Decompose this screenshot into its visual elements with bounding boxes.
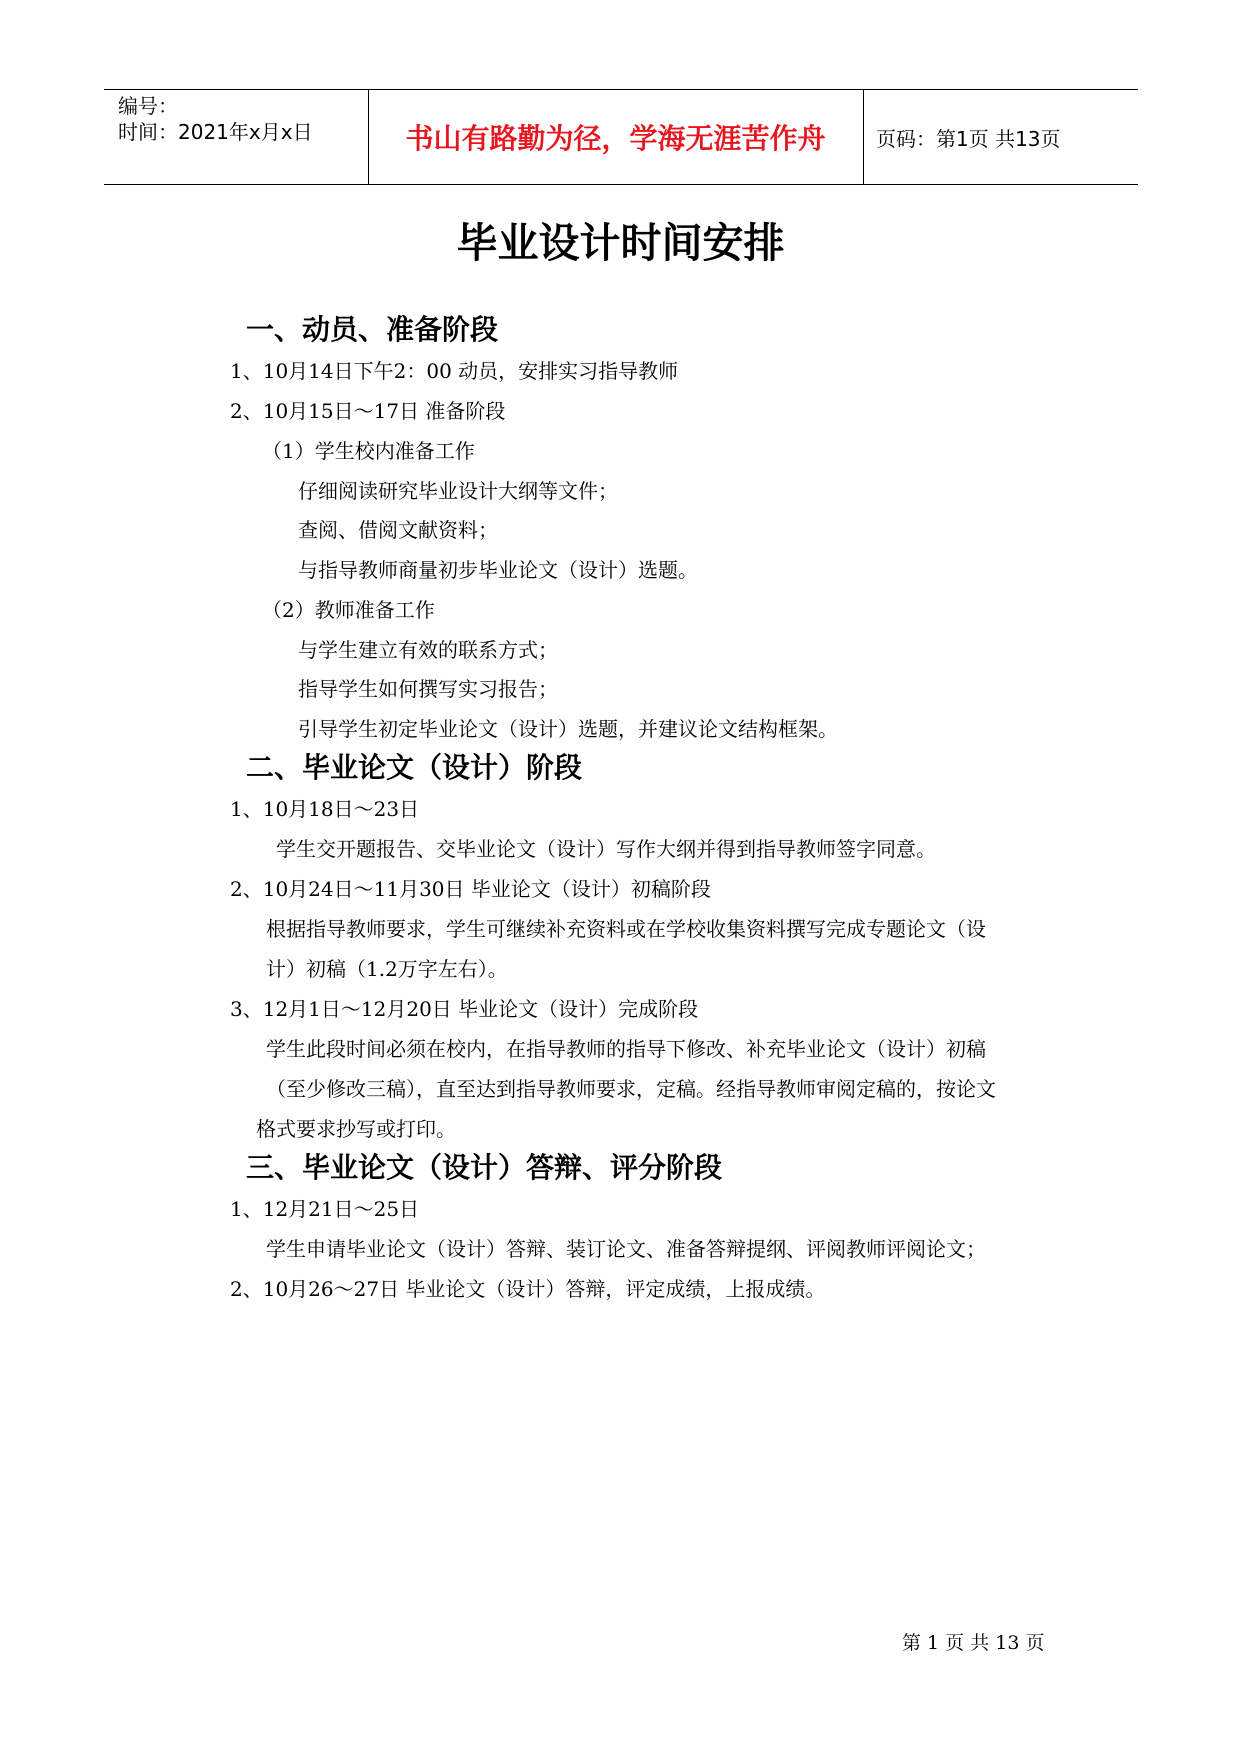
section-heading: 一、动员、准备阶段 <box>246 313 499 346</box>
paragraph-line: 仔细阅读研究毕业设计大纲等文件； <box>298 479 618 503</box>
paragraph-line: 2、10月24日～11月30日 毕业论文（设计）初稿阶段 <box>230 877 711 901</box>
paragraph-line: 引导学生初定毕业论文（设计）选题，并建议论文结构框架。 <box>298 717 838 741</box>
paragraph-line: 与指导教师商量初步毕业论文（设计）选题。 <box>298 558 698 582</box>
paragraph-line: 格式要求抄写或打印。 <box>256 1117 456 1141</box>
paragraph-line: 3、12月1日～12月20日 毕业论文（设计）完成阶段 <box>230 997 699 1021</box>
time-label: 时间：2021年x月x日 <box>118 120 313 144</box>
motto: 书山有路勤为径，学海无涯苦作舟 <box>405 122 826 155</box>
paragraph-line: 1、10月18日～23日 <box>230 797 420 821</box>
paragraph-line: 根据指导教师要求，学生可继续补充资料或在学校收集资料撰写完成专题论文（设 <box>266 917 986 941</box>
paragraph-line: 查阅、借阅文献资料； <box>298 518 498 542</box>
paragraph-line: （2）教师准备工作 <box>262 598 435 622</box>
paragraph-line: （1）学生校内准备工作 <box>262 439 475 463</box>
section-heading: 二、毕业论文（设计）阶段 <box>246 751 583 784</box>
paragraph-line: （至少修改三稿），直至达到指导教师要求，定稿。经指导教师审阅定稿的，按论文 <box>266 1077 996 1101</box>
paragraph-line: 2、10月26～27日 毕业论文（设计）答辩，评定成绩，上报成绩。 <box>230 1277 826 1301</box>
section-heading: 三、毕业论文（设计）答辩、评分阶段 <box>246 1151 723 1184</box>
header-motto-cell <box>368 90 864 184</box>
paragraph-line: 1、10月14日下午2：00 动员，安排实习指导教师 <box>230 359 679 383</box>
paragraph-line: 2、10月15日～17日 准备阶段 <box>230 399 506 423</box>
paragraph-line: 计）初稿（1.2万字左右）。 <box>266 957 508 981</box>
page-info: 页码：第1页 共13页 <box>876 126 1061 151</box>
paragraph-line: 与学生建立有效的联系方式； <box>298 638 558 662</box>
paragraph-line: 指导学生如何撰写实习报告； <box>298 677 558 701</box>
paragraph-line: 学生交开题报告、交毕业论文（设计）写作大纲并得到指导教师签字同意。 <box>276 837 936 861</box>
paragraph-line: 学生此段时间必须在校内，在指导教师的指导下修改、补充毕业论文（设计）初稿 <box>266 1037 986 1061</box>
page-footer: 第 1 页 共 13 页 <box>902 1632 1045 1654</box>
header-left-cell <box>104 90 369 184</box>
paragraph-line: 1、12月21日～25日 <box>230 1197 420 1221</box>
document-title: 毕业设计时间安排 <box>456 219 785 267</box>
number-label: 编号： <box>118 94 178 118</box>
paragraph-line: 学生申请毕业论文（设计）答辩、装订论文、准备答辩提纲、评阅教师评阅论文； <box>266 1237 986 1261</box>
document-header <box>104 89 1138 185</box>
header-page-cell <box>864 90 1138 184</box>
